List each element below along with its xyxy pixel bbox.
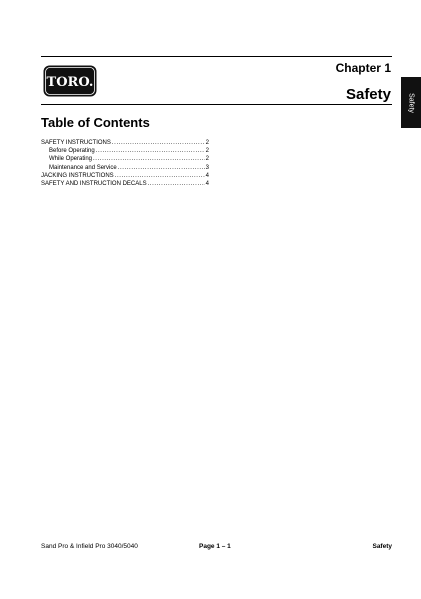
toc-entry-while-operating[interactable]: [41, 155, 209, 163]
toc-heading: Table of Contents: [41, 115, 150, 130]
footer-page-number: Page 1 – 1: [199, 543, 231, 550]
chapter-label: Chapter 1: [335, 61, 391, 75]
toc-entry-maintenance-and-service[interactable]: [41, 164, 209, 172]
toc-entry-label: SAFETY AND INSTRUCTION DECALS: [41, 181, 147, 188]
toc-entry-page: 4: [205, 172, 209, 179]
toc-entry-label: JACKING INSTRUCTIONS: [41, 172, 114, 179]
footer-model-name: Sand Pro & Infield Pro 3040/5040: [41, 543, 138, 550]
logo-text: TORO.: [46, 75, 94, 90]
table-of-contents: [41, 139, 209, 188]
dot-leader: [115, 172, 205, 180]
toro-logo: [43, 65, 97, 97]
toc-entry-page: 2: [205, 148, 209, 155]
side-tab-label: Safety: [407, 92, 415, 113]
toc-entry-page: 4: [205, 181, 209, 188]
side-tab: [401, 77, 421, 128]
toc-entry-page: 2: [205, 156, 209, 163]
dot-leader: [148, 180, 205, 188]
toc-entry-label: Before Operating: [49, 148, 95, 155]
dot-leader: [96, 147, 205, 155]
toc-entry-safety-and-instruction-decals[interactable]: [41, 180, 209, 188]
header-top-rule: [41, 56, 392, 57]
toc-entry-before-operating[interactable]: [41, 147, 209, 155]
footer-section-name: Safety: [372, 543, 392, 550]
toc-entry-label: While Operating: [49, 156, 93, 163]
toc-entry-label: Maintenance and Service: [49, 164, 117, 171]
toc-entry-page: 3: [205, 164, 209, 171]
toc-entry-safety-instructions[interactable]: [41, 139, 209, 147]
header-bottom-rule: [41, 104, 392, 105]
toc-entry-jacking-instructions[interactable]: [41, 172, 209, 180]
toc-entry-label: SAFETY INSTRUCTIONS: [41, 140, 111, 146]
page-title: Safety: [345, 86, 391, 103]
toc-entry-page: 2: [205, 140, 209, 146]
dot-leader: [93, 155, 205, 163]
dot-leader: [118, 164, 205, 172]
dot-leader: [112, 139, 205, 147]
